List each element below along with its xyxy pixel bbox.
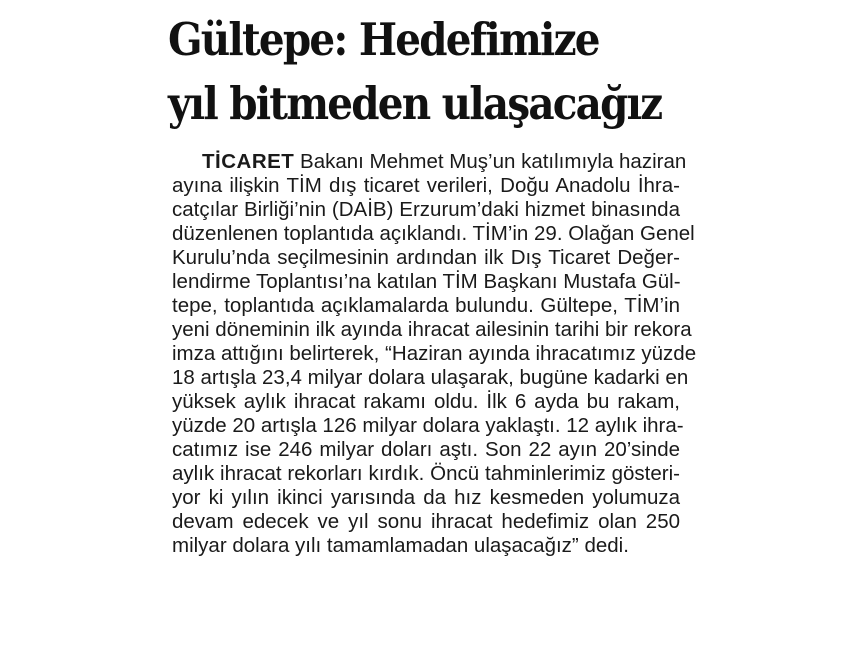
body-line-last: milyar dolara yılı tamamlamadan ulaşacağız” dedi.	[172, 534, 629, 557]
body-line: catımız ise 246 milyar doları aştı. Son 22 ayın 20’sinde	[172, 438, 680, 461]
body-line: tepe, toplantıda açıklamalarda bulundu. Gültepe, TİM’in	[172, 294, 680, 317]
body-line: yeni döneminin ilk ayında ihracat ailesinin tarihi bir rekora	[172, 318, 692, 341]
first-line-text: Bakanı Mehmet Muş’un katılımıyla haziran	[294, 150, 687, 173]
body-line: lendirme Toplantısı’na katılan TİM Başkanı Mustafa Gül-	[172, 270, 681, 293]
body-line: düzenlenen toplantıda açıklandı. TİM’in 29. Olağan Genel	[172, 222, 695, 245]
body-line: catçılar Birliği’nin (DAİB) Erzurum’daki hizmet binasında	[172, 198, 680, 221]
body-line: devam edecek ve yıl sonu ihracat hedefimiz olan 250	[172, 510, 680, 533]
body-line: Kurulu’nda seçilmesinin ardından ilk Dış Ticaret Değer-	[172, 246, 680, 269]
headline-line-1: Gültepe: Hedefimize	[168, 13, 599, 66]
body-line: yor ki yılın ikinci yarısında da hız kesmeden yolumuza	[172, 486, 680, 509]
body-line: aylık ihracat rekorları kırdık. Öncü tahminlerimiz gösteri-	[172, 462, 680, 485]
headline	[168, 8, 672, 136]
body-line: 18 artışla 23,4 milyar dolara ulaşarak, bugüne kadarki en	[172, 366, 689, 389]
headline-line-2: yıl bitmeden ulaşacağız	[168, 77, 662, 130]
lead-word: TİCARET	[202, 150, 295, 173]
body-line: yüksek aylık ihracat rakamı oldu. İlk 6 ayda bu rakam,	[172, 390, 680, 413]
body-line: imza attığını belirterek, “Haziran ayında ihracatımız yüzde	[172, 342, 697, 365]
body-line: ayına ilişkin TİM dış ticaret verileri, Doğu Anadolu İhra-	[172, 174, 680, 197]
body-line: yüzde 20 artışla 126 milyar dolara yaklaştı. 12 aylık ihra-	[172, 414, 684, 437]
article-body	[172, 150, 697, 558]
body-line-1	[172, 150, 687, 174]
